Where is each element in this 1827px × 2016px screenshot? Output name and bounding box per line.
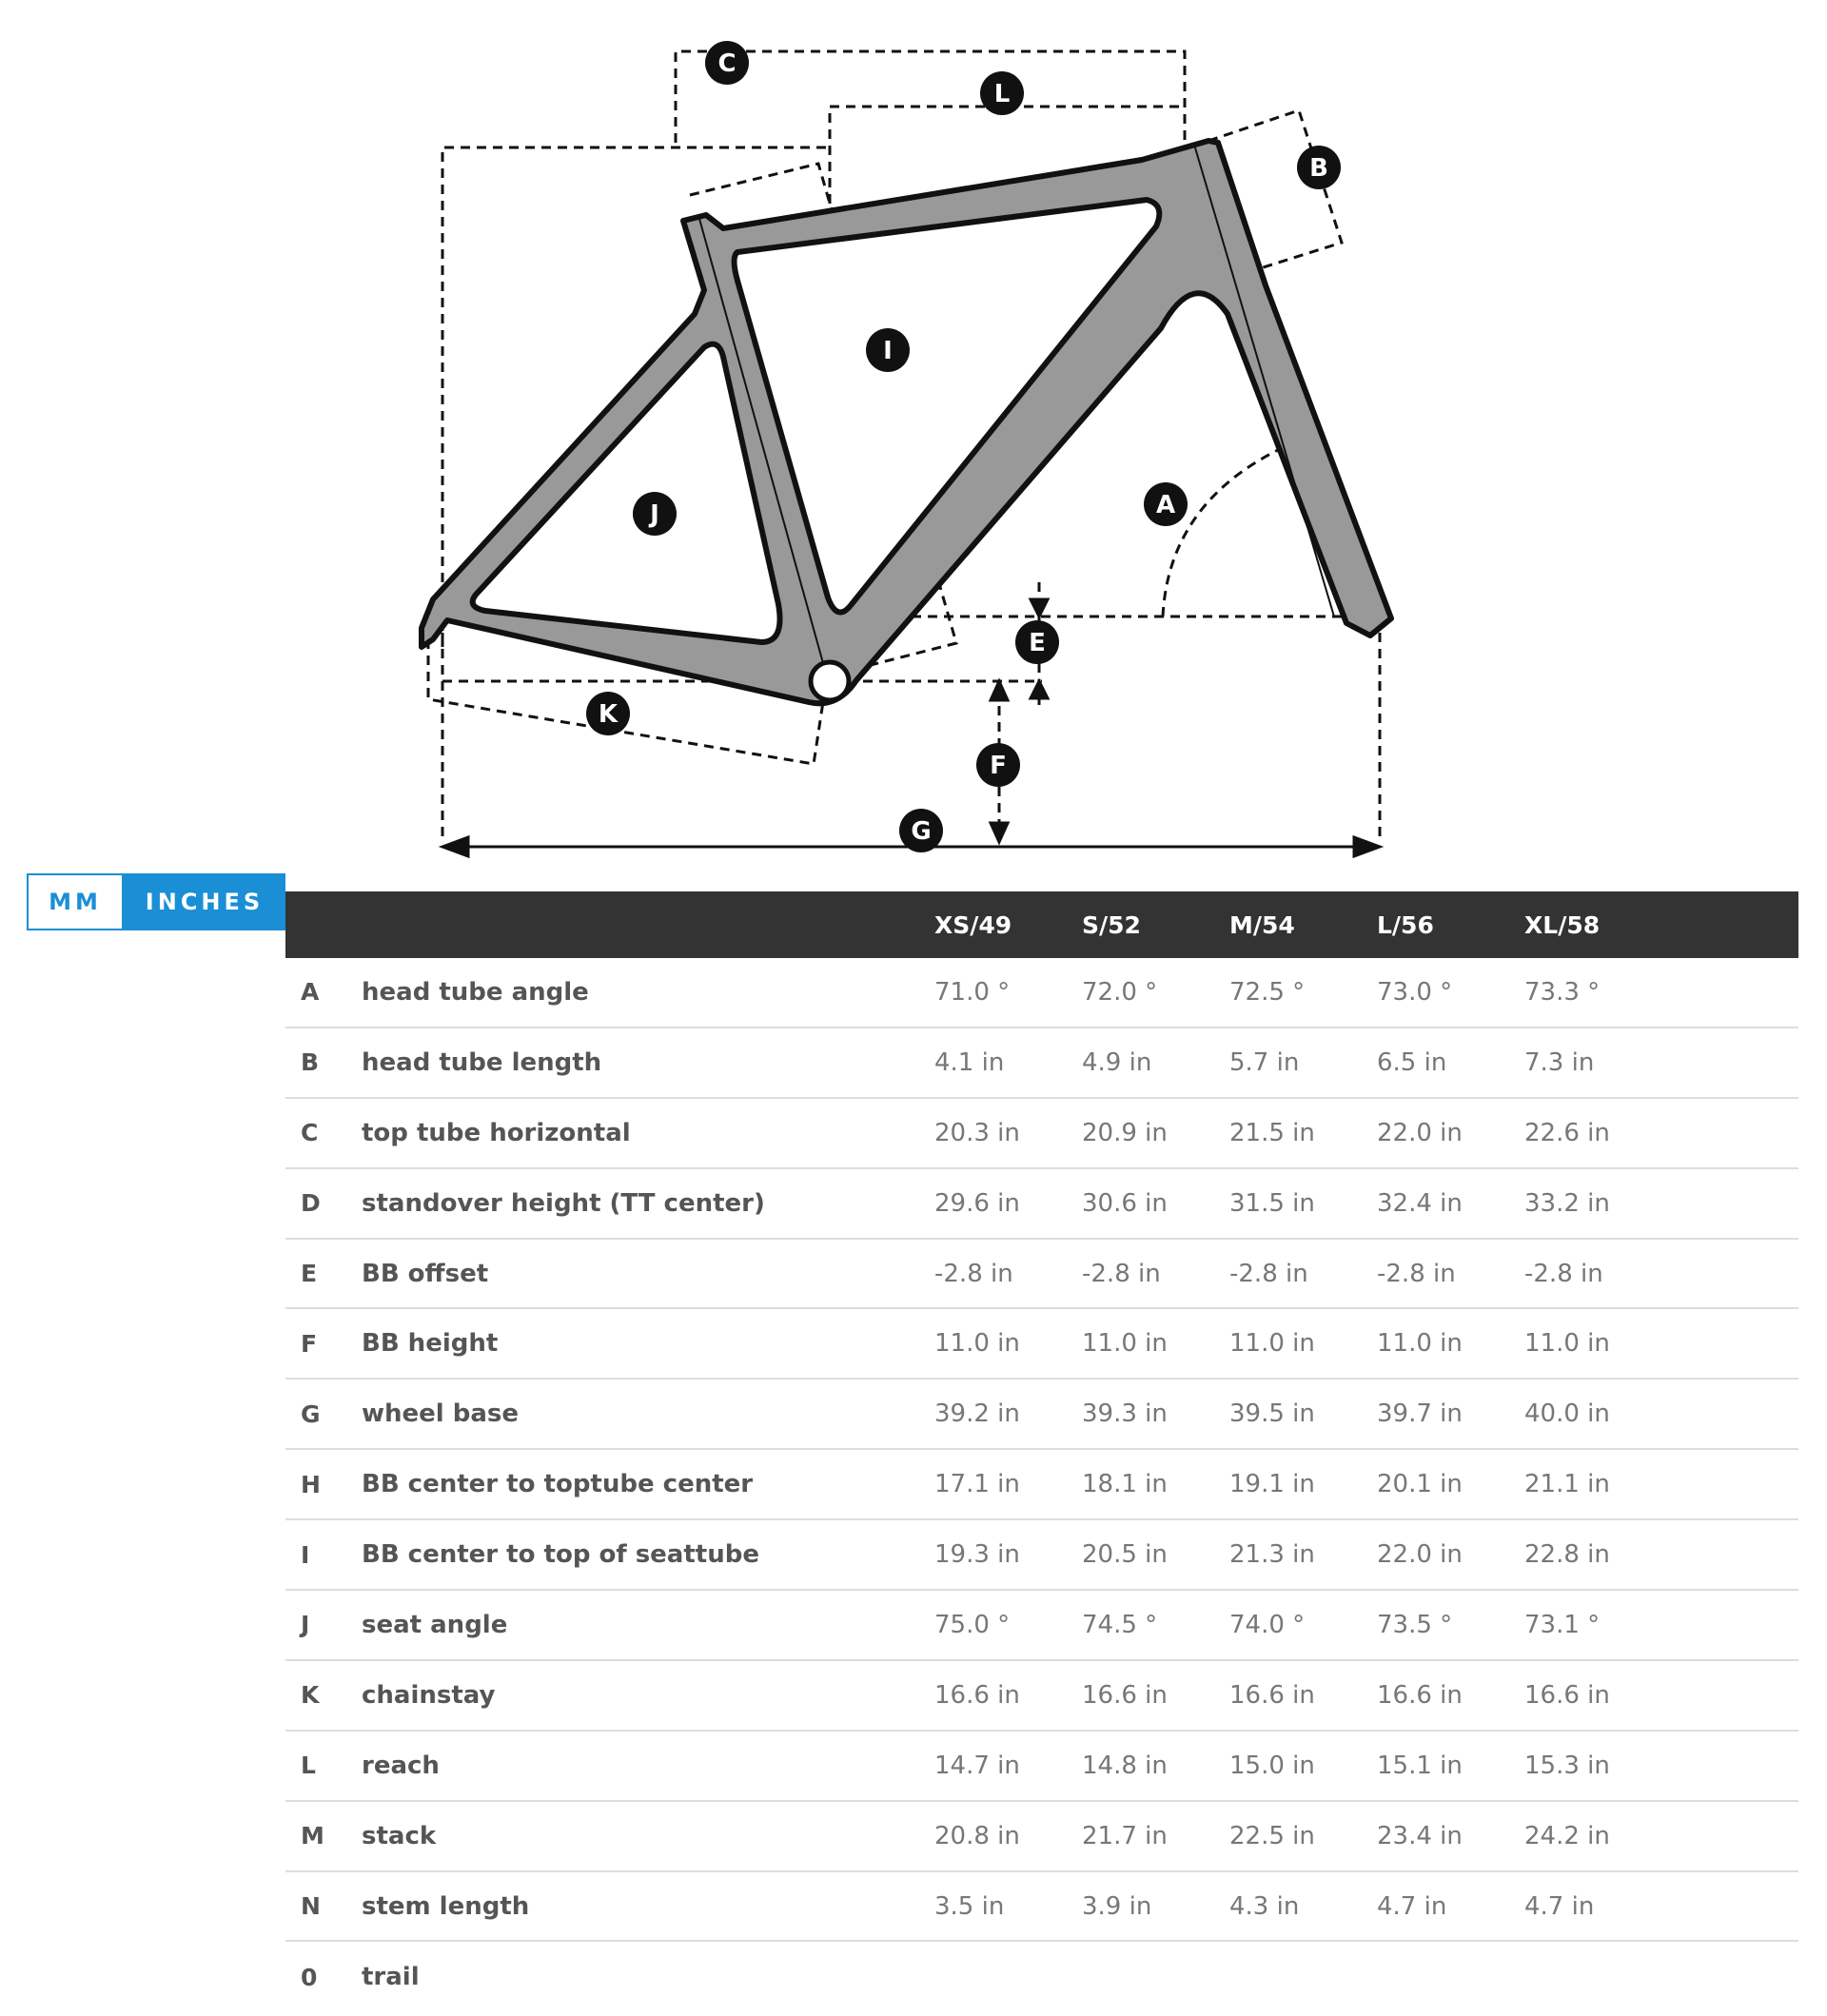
row-label: chainstay (362, 1680, 496, 1710)
row-value: 39.7 in (1377, 1399, 1463, 1429)
row-value: 20.9 in (1082, 1118, 1168, 1147)
svg-text:F: F (990, 752, 1007, 780)
row-value: 20.5 in (1082, 1540, 1168, 1570)
row-value: 23.4 in (1377, 1821, 1463, 1850)
row-value: 16.6 in (1524, 1680, 1610, 1710)
row-value: 19.3 in (934, 1540, 1020, 1570)
row-value: 21.3 in (1229, 1540, 1315, 1570)
size-header-s: S/52 (1082, 910, 1141, 939)
row-value: 21.7 in (1082, 1821, 1168, 1850)
row-value: 19.1 in (1229, 1470, 1315, 1499)
marker-c (705, 41, 749, 85)
row-letter: G (301, 1399, 321, 1428)
row-label: reach (362, 1751, 440, 1780)
row-value: 74.5 ° (1082, 1610, 1158, 1639)
row-value: 4.7 in (1524, 1891, 1595, 1921)
marker-i (866, 328, 910, 372)
row-value: 72.0 ° (1082, 977, 1158, 1007)
table-row (285, 1732, 1798, 1802)
row-label: wheel base (362, 1399, 520, 1429)
row-value: 16.6 in (934, 1680, 1020, 1710)
row-value: 29.6 in (934, 1188, 1020, 1218)
row-letter: A (301, 978, 320, 1007)
row-value: 5.7 in (1229, 1047, 1300, 1077)
table-row (285, 1942, 1798, 2012)
row-label: stack (362, 1821, 437, 1850)
row-letter: J (301, 1611, 310, 1639)
row-value: 73.1 ° (1524, 1610, 1601, 1639)
geometry-table-body (285, 958, 1798, 2012)
row-value: 11.0 in (1524, 1329, 1610, 1359)
geometry-table (285, 891, 1798, 2012)
row-value: 24.2 in (1524, 1821, 1610, 1850)
marker-g (899, 809, 943, 852)
svg-text:C: C (717, 49, 737, 78)
row-value: 33.2 in (1524, 1188, 1610, 1218)
row-label: BB offset (362, 1259, 489, 1288)
row-value: 71.0 ° (934, 977, 1011, 1007)
row-value: 6.5 in (1377, 1047, 1447, 1077)
row-label: trail (362, 1963, 420, 1992)
row-label: BB center to top of seattube (362, 1540, 759, 1570)
svg-text:G: G (911, 817, 932, 846)
marker-a (1144, 482, 1188, 526)
row-value: 21.5 in (1229, 1118, 1315, 1147)
table-row (285, 1802, 1798, 1872)
row-label: head tube length (362, 1047, 602, 1077)
row-letter: 0 (301, 1963, 318, 1991)
marker-b (1297, 146, 1341, 189)
table-row (285, 958, 1798, 1028)
row-letter: M (301, 1822, 324, 1850)
row-value: -2.8 in (1377, 1259, 1456, 1288)
row-value: 4.7 in (1377, 1891, 1447, 1921)
row-value: 75.0 ° (934, 1610, 1011, 1639)
row-value: -2.8 in (1524, 1259, 1603, 1288)
table-row (285, 1099, 1798, 1169)
table-row (285, 1520, 1798, 1591)
row-value: 22.8 in (1524, 1540, 1610, 1570)
row-label: BB center to toptube center (362, 1470, 754, 1499)
row-value: 15.1 in (1377, 1751, 1463, 1780)
row-letter: I (301, 1540, 310, 1569)
row-label: top tube horizontal (362, 1118, 631, 1147)
row-letter: B (301, 1048, 320, 1077)
row-letter: L (301, 1752, 316, 1780)
row-value: -2.8 in (1082, 1259, 1161, 1288)
row-value: 40.0 in (1524, 1399, 1610, 1429)
svg-text:I: I (883, 337, 893, 365)
table-row (285, 1380, 1798, 1450)
row-value: 22.0 in (1377, 1540, 1463, 1570)
row-label: head tube angle (362, 977, 589, 1007)
marker-j (633, 492, 677, 536)
row-value: 39.2 in (934, 1399, 1020, 1429)
row-value: 20.1 in (1377, 1470, 1463, 1499)
table-row (285, 1591, 1798, 1661)
row-value: 11.0 in (1229, 1329, 1315, 1359)
row-value: 17.1 in (934, 1470, 1020, 1499)
row-value: 31.5 in (1229, 1188, 1315, 1218)
row-letter: K (301, 1681, 320, 1710)
row-value: 3.9 in (1082, 1891, 1152, 1921)
table-row (285, 1450, 1798, 1520)
row-value: 21.1 in (1524, 1470, 1610, 1499)
bike-frame-shape (422, 141, 1391, 703)
svg-text:B: B (1309, 154, 1328, 183)
row-value: 4.1 in (934, 1047, 1005, 1077)
row-value: 18.1 in (1082, 1470, 1168, 1499)
row-value: 15.0 in (1229, 1751, 1315, 1780)
row-value: 11.0 in (1377, 1329, 1463, 1359)
row-letter: D (301, 1189, 321, 1218)
svg-text:A: A (1155, 491, 1176, 519)
svg-text:K: K (598, 700, 619, 729)
row-value: 30.6 in (1082, 1188, 1168, 1218)
row-value: 11.0 in (1082, 1329, 1168, 1359)
row-value: 4.9 in (1082, 1047, 1152, 1077)
row-value: 14.7 in (934, 1751, 1020, 1780)
row-value: 16.6 in (1229, 1680, 1315, 1710)
svg-text:E: E (1029, 629, 1046, 657)
row-value: 22.5 in (1229, 1821, 1315, 1850)
row-value: 39.5 in (1229, 1399, 1315, 1429)
row-value: 20.8 in (934, 1821, 1020, 1850)
row-value: 32.4 in (1377, 1188, 1463, 1218)
row-value: 16.6 in (1082, 1680, 1168, 1710)
row-value: 73.5 ° (1377, 1610, 1453, 1639)
row-letter: C (301, 1119, 319, 1147)
row-value: 14.8 in (1082, 1751, 1168, 1780)
row-value: 3.5 in (934, 1891, 1005, 1921)
row-letter: N (301, 1892, 321, 1921)
table-row (285, 1661, 1798, 1732)
row-value: 72.5 ° (1229, 977, 1306, 1007)
row-letter: H (301, 1470, 321, 1498)
units-inches-button[interactable]: INCHES (124, 873, 285, 930)
size-header-m: M/54 (1229, 910, 1295, 939)
units-toggle (27, 873, 285, 934)
row-label: stem length (362, 1891, 530, 1921)
row-label: standover height (TT center) (362, 1188, 765, 1218)
table-row (285, 1169, 1798, 1240)
row-value: 73.3 ° (1524, 977, 1601, 1007)
row-value: 15.3 in (1524, 1751, 1610, 1780)
table-row (285, 1028, 1798, 1099)
size-header-xl: XL/58 (1524, 910, 1601, 939)
row-value: 7.3 in (1524, 1047, 1595, 1077)
row-value: 22.6 in (1524, 1118, 1610, 1147)
row-value: 39.3 in (1082, 1399, 1168, 1429)
size-header-l: L/56 (1377, 910, 1434, 939)
units-mm-button[interactable]: MM (27, 873, 124, 930)
row-value: 11.0 in (934, 1329, 1020, 1359)
table-row (285, 1872, 1798, 1943)
row-label: BB height (362, 1329, 499, 1359)
frame-geometry-diagram (0, 0, 1827, 875)
geometry-table-header (285, 891, 1798, 958)
svg-text:J: J (650, 500, 659, 529)
row-label: seat angle (362, 1610, 508, 1639)
row-value: 74.0 ° (1229, 1610, 1306, 1639)
svg-text:L: L (993, 80, 1011, 108)
row-value: -2.8 in (1229, 1259, 1308, 1288)
marker-e (1015, 620, 1059, 664)
marker-k (586, 692, 630, 735)
row-value: 73.0 ° (1377, 977, 1453, 1007)
row-value: 20.3 in (934, 1118, 1020, 1147)
table-row (285, 1309, 1798, 1380)
row-value: 4.3 in (1229, 1891, 1300, 1921)
size-header-xs: XS/49 (934, 910, 1012, 939)
row-letter: F (301, 1329, 318, 1358)
row-value: 22.0 in (1377, 1118, 1463, 1147)
row-letter: E (301, 1260, 318, 1287)
row-value: -2.8 in (934, 1259, 1013, 1288)
marker-l (980, 71, 1024, 115)
row-value: 16.6 in (1377, 1680, 1463, 1710)
marker-f (976, 743, 1020, 787)
table-row (285, 1240, 1798, 1310)
